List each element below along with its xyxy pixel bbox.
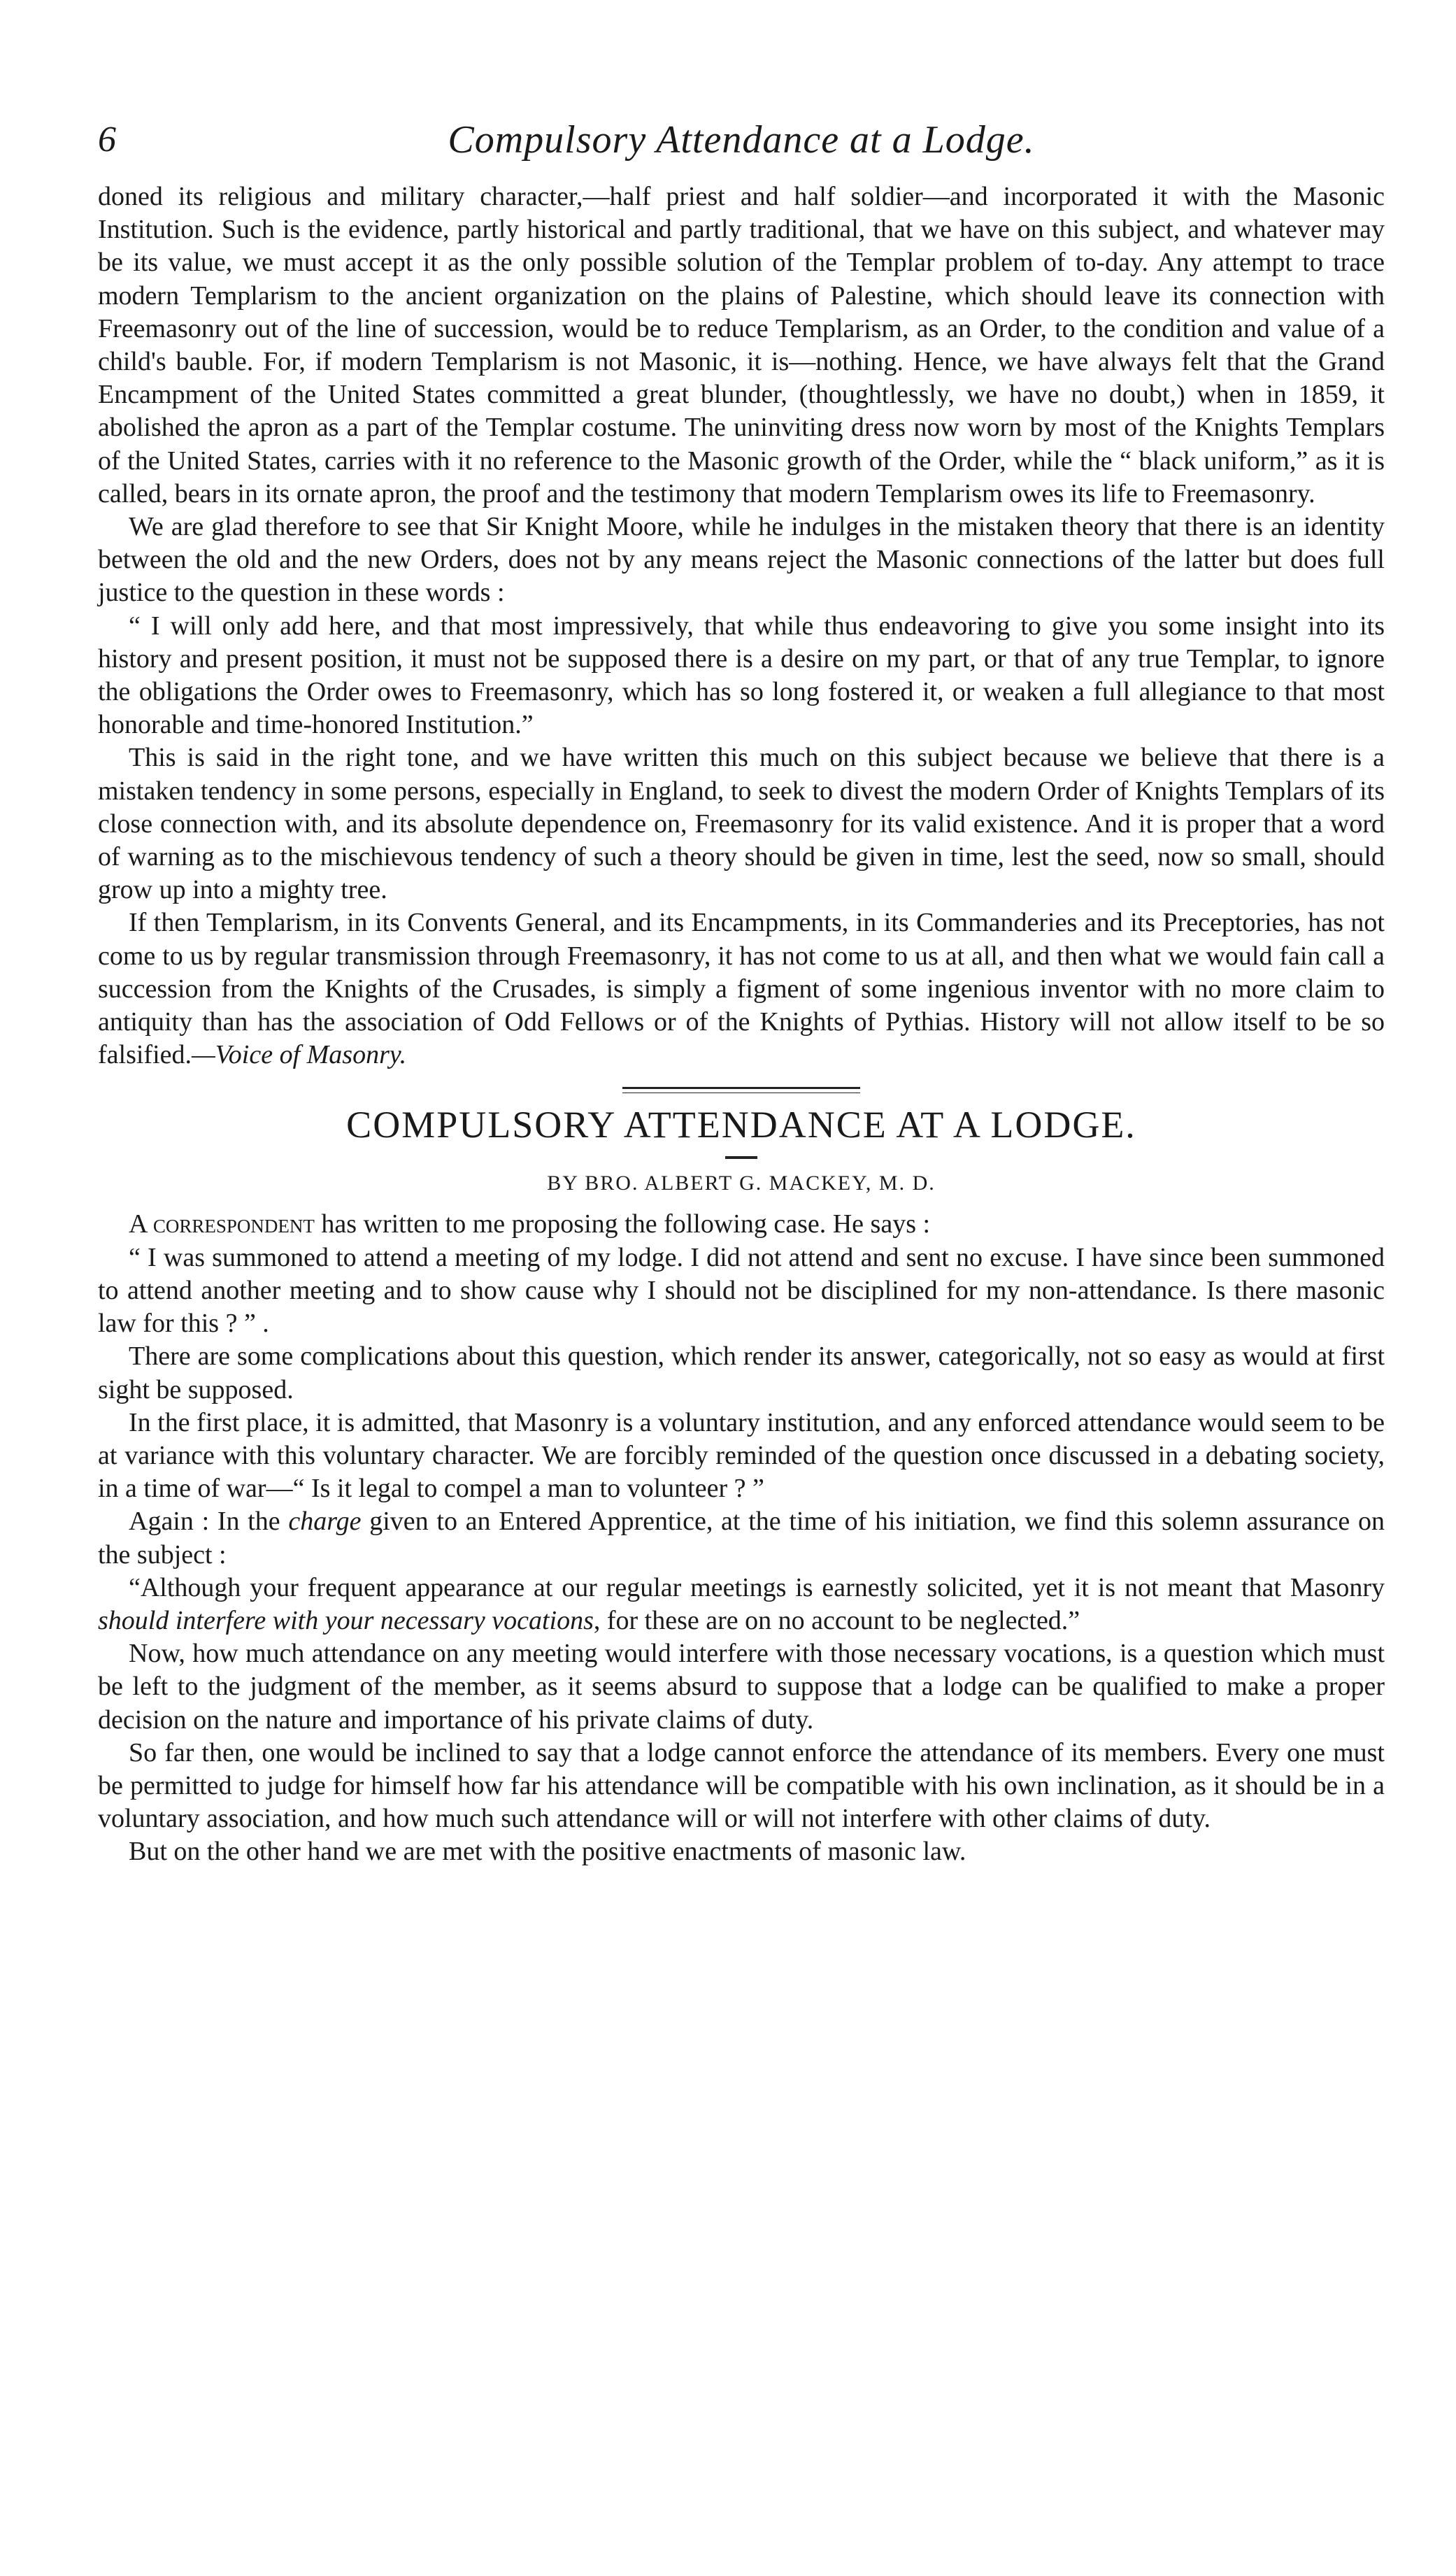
paragraph: In the first place, it is admitted, that Masonry is a voluntary institution, and any enforced attendance would seem to be at variance with this voluntary character. We are forcibly reminded of the question once discussed in a debating society, in a time of war—“ Is it legal to compel a man to volunteer ? ” [98, 1407, 1385, 1504]
first-article [98, 180, 1385, 1072]
paragraph: There are some complications about this question, which render its answer, categorically, not so easy as would at first sight be supposed. [98, 1342, 1385, 1404]
lead-paragraph [98, 1208, 1385, 1241]
page-number: 6 [98, 120, 116, 159]
paragraph-text: If then Templarism, in its Convents General, and its Encampments, in its Commanderies and its Preceptories, has not come to us by regular transmission through Freemasonry, it has not come to us at all, and then what we would fain call a succession from the Knights of the Crusades, is simply a figment of some ingenious inventor with no more claim to antiquity than has the association of Odd Fellows or of the Knights of Pythias. History will not allow itself to be so falsified. [98, 908, 1385, 1070]
quotation-paragraph: “ I will only add here, and that most impressively, that while thus endeavoring to give you some insight into its history and present position, it must not be supposed there is a desire on my part, or that of any true Templar, to ignore the obligations the Order owes to Freemasonry, which has so long fostered it, or weaken a full allegiance to that most honorable and time-honored Institution.” [98, 611, 1385, 740]
title-rule [725, 1156, 757, 1159]
source-credit: —Voice of Masonry. [192, 1040, 407, 1070]
quote-text: , for these are on no account to be neglected.” [593, 1605, 1080, 1635]
paragraph-text: Again : In the [129, 1507, 289, 1537]
lead-text: has written to me proposing the following case. He says : [314, 1209, 931, 1239]
paragraph: So far then, one would be inclined to say that a lodge cannot enforce the attendance of its members. Every one must be permitted to judge for himself how far his attendance will be compatible with his own inclination, as it should be in a voluntary association, and how much such attendance will or will not interfere with other claims of duty. [98, 1737, 1385, 1834]
quotation-paragraph [98, 1572, 1385, 1637]
paragraph: This is said in the right tone, and we have written this much on this subject because we believe that there is a mistaken tendency in some persons, especially in England, to seek to divest the modern Order of Knights Templars of its close connection with, and its absolute dependence on, Freemasonry for its valid existence. And it is proper that a word of warning as to the mischievous tendency of such a theory should be given in time, lest the seed, now so small, should grow up into a mighty tree. [98, 743, 1385, 905]
book-page [98, 112, 1385, 1869]
article-title: COMPULSORY ATTENDANCE AT A LODGE. [346, 1104, 1136, 1146]
paragraph [98, 906, 1385, 1072]
running-head [98, 112, 1385, 175]
running-title: Compulsory Attendance at a Lodge. [448, 118, 1035, 162]
paragraph: Now, how much attendance on any meeting would interfere with those necessary vocations, is a question which must be left to the judgment of the member, as it seems absurd to suppose that a lodge can be qualified to make a proper decision on the nature and importance of his private claims of duty. [98, 1639, 1385, 1735]
paragraph: But on the other hand we are met with the positive enactments of masonic law. [129, 1837, 966, 1867]
lead-smallcaps: A correspondent [129, 1209, 315, 1239]
paragraph: doned its religious and military character,—half priest and half soldier—and incorporated it with the Masonic Institution. Such is the evidence, partly historical and partly traditional, that we have on this subject, and whatever may be its value, we must accept it as the only possible solution of the Templar problem of to-day. Any attempt to trace modern Templarism to the ancient organization on the plains of Palestine, which should leave its connection with Freemasonry out of the line of succession, would be to reduce Templarism, as an Order, to the condition and value of a child's bauble. For, if modern Templarism is not Masonic, it is—nothing. Hence, we have always felt that the Grand Encampment of the United States committed a great blunder, (thoughtlessly, we have no doubt,) when in 1859, it abolished the apron as a part of the Templar costume. The uninviting dress now worn by most of the Knights Templars of the United States, carries with it no reference to the Masonic growth of the Order, while the “ black uniform,” as it is called, bears in its ornate apron, the proof and the testimony that modern Templarism owes its life to Freemasonry. [98, 182, 1385, 508]
paragraph: We are glad therefore to see that Sir Knight Moore, while he indulges in the mistaken theory that there is an identity between the old and the new Orders, does not by any means reject the Masonic connections of the latter but does full justice to the question in these words : [98, 512, 1385, 608]
paragraph [98, 1505, 1385, 1571]
quote-text: “Although your frequent appearance at our regular meetings is earnestly solicited, yet it is not meant that Masonry [129, 1572, 1385, 1602]
second-article [98, 1208, 1385, 1868]
quote-italic: should interfere with your necessary vocations [98, 1605, 594, 1635]
section-divider [622, 1087, 860, 1093]
paragraph-text: given to an Entered Apprentice, at the time of his initiation, we find this solemn assurance on the subject : [98, 1507, 1385, 1570]
quotation-paragraph: “ I was summoned to attend a meeting of my lodge. I did not attend and sent no excuse. I have since been summoned to attend another meeting and to show cause why I should not be disciplined for my non-attendance. Is there masonic law for this ? ” . [98, 1242, 1385, 1339]
byline: BY BRO. ALBERT G. MACKEY, M. D. [547, 1172, 936, 1195]
italic-word: charge [288, 1507, 362, 1537]
